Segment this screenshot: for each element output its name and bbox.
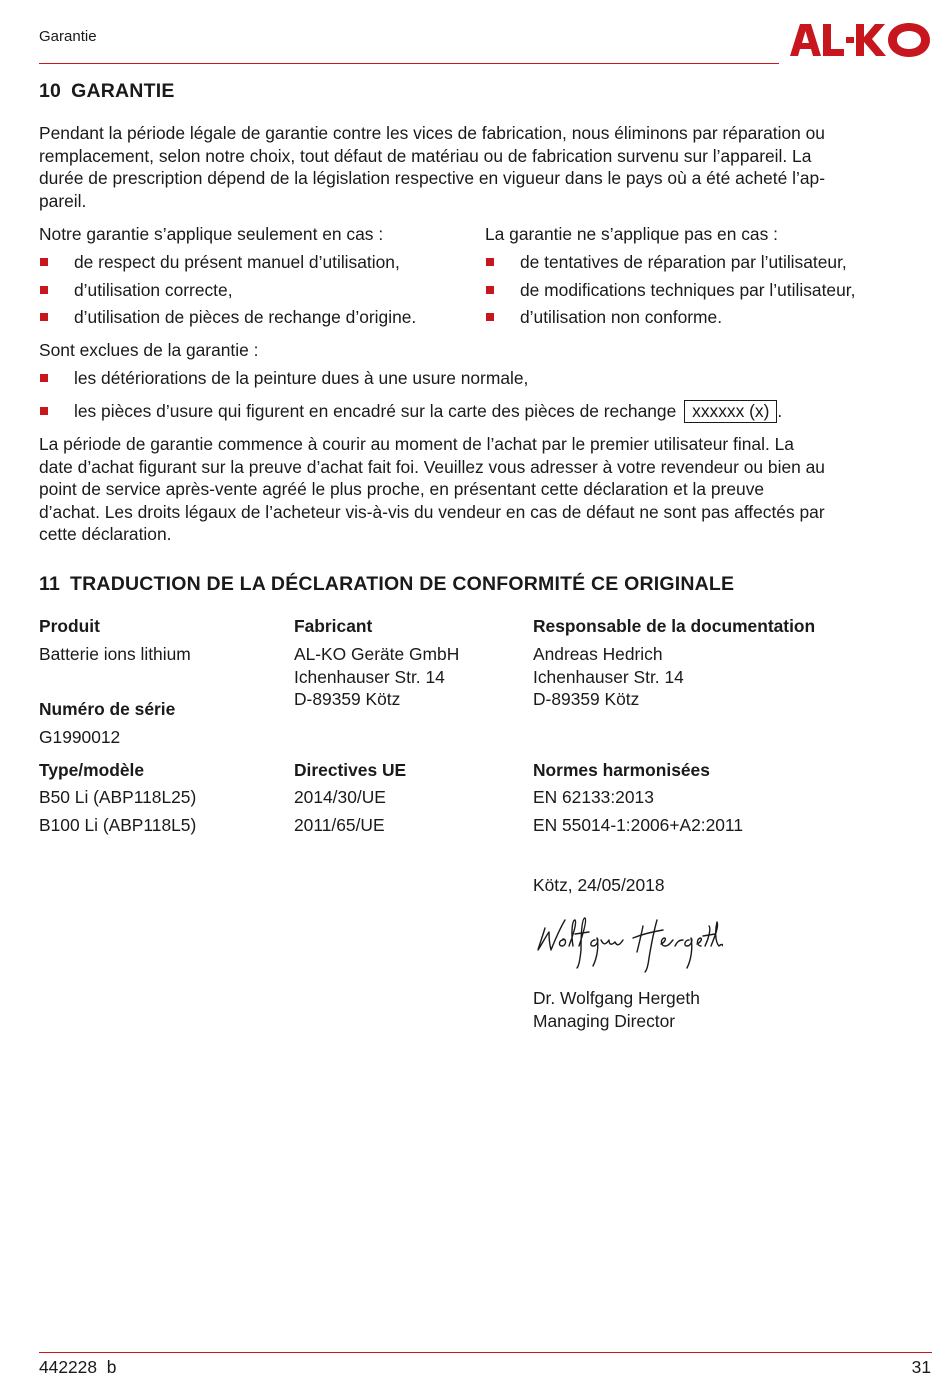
- list-item: d’utilisation de pièces de rechange d’origine.: [39, 306, 479, 334]
- documentation-address: [533, 643, 684, 711]
- norm-value: EN 55014-1:2006+A2:2011: [533, 815, 743, 835]
- exclusions-title: Sont exclues de la garantie :: [39, 340, 259, 360]
- paragraph-line: La période de garantie commence à courir au moment de l’achat par le premier utilisateur final. La: [39, 434, 794, 454]
- applies-list: [39, 251, 479, 334]
- section-11-heading: [39, 573, 734, 596]
- section-number: 11: [39, 573, 61, 595]
- serial-label: Numéro de série: [39, 699, 176, 719]
- manufacturer-address: [294, 643, 459, 711]
- list-item: de respect du présent manuel d’utilisation,: [39, 251, 479, 279]
- address-line: Ichenhauser Str. 14: [533, 666, 684, 687]
- list-item: de tentatives de réparation par l’utilisateur,: [485, 251, 935, 279]
- address-line: D-89359 Kötz: [294, 689, 401, 710]
- list-item: d’utilisation non conforme.: [485, 306, 935, 334]
- warranty-closing-paragraph: [39, 433, 924, 546]
- paragraph-line: date d’achat figurant sur la preuve d’achat fait foi. Veuillez vous adresser à votre revendeur ou bien au: [39, 456, 825, 477]
- running-header: Garantie: [39, 28, 97, 45]
- section-number: 10: [39, 80, 62, 102]
- footer-rule: [39, 1352, 932, 1353]
- not-applies-title: La garantie ne s’applique pas en cas :: [485, 224, 778, 244]
- paragraph-line: durée de prescription dépend de la législation respective en vigueur dans le pays où a été acheté l’ap-: [39, 168, 825, 189]
- product-label: Produit: [39, 616, 100, 636]
- place-date: Kötz, 24/05/2018: [533, 875, 665, 895]
- list-item: les détériorations de la peinture dues à une usure normale,: [39, 367, 929, 400]
- paragraph-line: Pendant la période légale de garantie contre les vices de fabrication, nous éliminons par réparation ou: [39, 123, 825, 143]
- document-id: 442228 b: [39, 1357, 117, 1377]
- address-line: Andreas Hedrich: [533, 644, 663, 664]
- type-label: Type/modèle: [39, 760, 145, 780]
- bullet-square-icon: [486, 258, 494, 266]
- paragraph-line: cette déclaration.: [39, 524, 172, 545]
- bullet-square-icon: [486, 313, 494, 321]
- norms-label: Normes harmonisées: [533, 760, 710, 780]
- type-value: B100 Li (ABP118L5): [39, 815, 197, 835]
- bullet-square-icon: [40, 374, 48, 382]
- signer-block: [533, 987, 700, 1032]
- not-applies-list: [485, 251, 935, 334]
- serial-value: G1990012: [39, 727, 121, 747]
- bullet-square-icon: [486, 286, 494, 294]
- manufacturer-label: Fabricant: [294, 616, 373, 636]
- warranty-intro-paragraph: [39, 122, 924, 212]
- header-rule: [39, 63, 779, 64]
- warranty-applies-block: [39, 223, 479, 334]
- paragraph-line: remplacement, selon notre choix, tout défaut de matériau ou de fabrication survenu sur l’appareil. La: [39, 145, 812, 166]
- bullet-square-icon: [40, 286, 48, 294]
- warranty-exclusions-block: [39, 339, 929, 428]
- directives-label: Directives UE: [294, 760, 407, 780]
- directive-value: 2011/65/UE: [294, 815, 385, 835]
- list-item: les pièces d’usure qui figurent en encadré sur la carte des pièces de rechange xxxxxx (x) .: [39, 400, 929, 428]
- exclusions-list: [39, 367, 929, 428]
- paragraph-line: point de service après-vente agréé le plus proche, en présentant cette déclaration et la preuve: [39, 479, 765, 500]
- section-10-heading: [39, 80, 175, 103]
- paragraph-line: d’achat. Les droits légaux de l’acheteur vis-à-vis du vendeur en cas de défaut ne sont pas affectés par: [39, 501, 825, 522]
- address-line: D-89359 Kötz: [533, 689, 640, 710]
- list-item: de modifications techniques par l’utilisateur,: [485, 279, 935, 307]
- list-item: d’utilisation correcte,: [39, 279, 479, 307]
- signer-name: Dr. Wolfgang Hergeth: [533, 988, 700, 1008]
- bullet-square-icon: [40, 407, 48, 415]
- directive-value: 2014/30/UE: [294, 787, 386, 807]
- documentation-label: Responsable de la documentation: [533, 616, 816, 636]
- section-title: TRADUCTION DE LA DÉCLARATION DE CONFORMITÉ CE ORIGINALE: [70, 573, 735, 595]
- section-title: GARANTIE: [71, 80, 175, 102]
- address-line: AL-KO Geräte GmbH: [294, 644, 460, 664]
- alko-logo: [790, 22, 932, 58]
- applies-title: Notre garantie s’applique seulement en cas :: [39, 224, 384, 244]
- norm-value: EN 62133:2013: [533, 787, 654, 807]
- page-number: 31: [911, 1357, 931, 1377]
- signer-title: Managing Director: [533, 1010, 676, 1031]
- paragraph-line: pareil.: [39, 190, 87, 211]
- warranty-not-applies-block: [485, 223, 935, 334]
- address-line: Ichenhauser Str. 14: [294, 666, 445, 687]
- bullet-square-icon: [40, 313, 48, 321]
- product-value: Batterie ions lithium: [39, 644, 191, 664]
- bullet-square-icon: [40, 258, 48, 266]
- spare-part-code-box: xxxxxx (x): [684, 400, 777, 423]
- type-value: B50 Li (ABP118L25): [39, 787, 197, 807]
- signature: [533, 910, 723, 976]
